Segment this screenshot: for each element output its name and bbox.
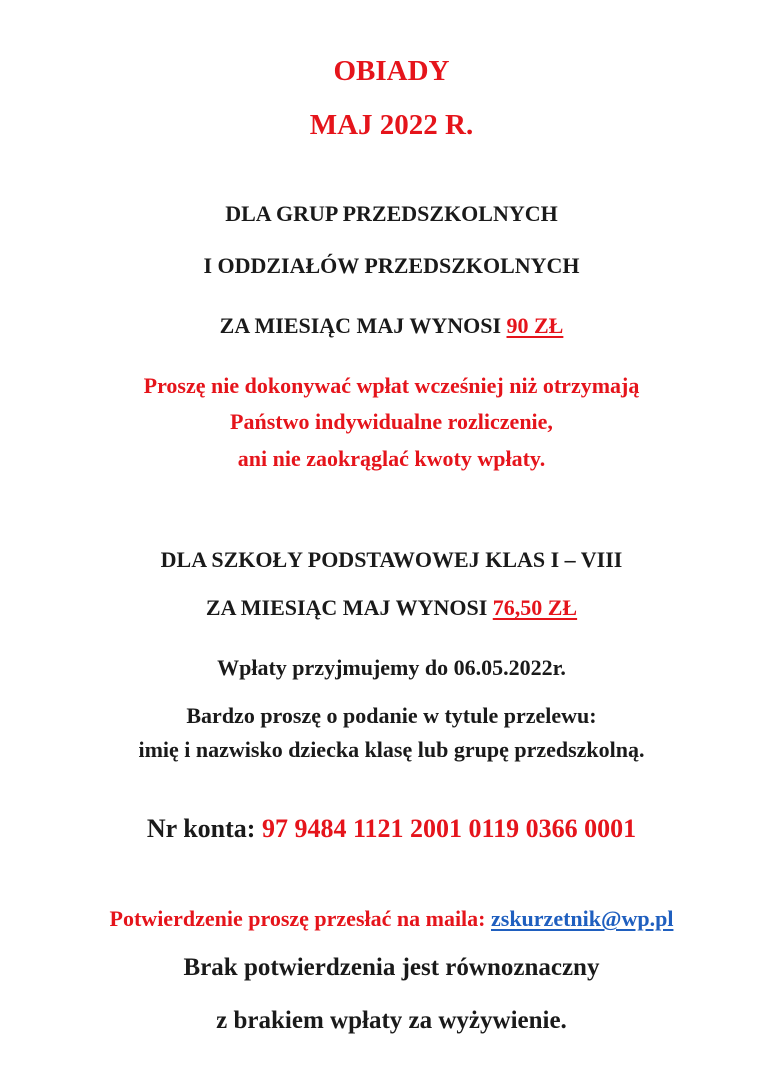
school-heading: DLA SZKOŁY PODSTAWOWEJ KLAS I – VIII — [160, 547, 623, 572]
preschool-notice-line3: ani nie zaokrąglać kwoty wpłaty. — [237, 446, 546, 471]
page-subtitle: MAJ 2022 R. — [309, 109, 474, 141]
confirmation-note-line1: Brak potwierdzenia jest równoznaczny — [183, 954, 600, 981]
email-link[interactable]: zskurzetnik@wp.pl — [491, 906, 674, 931]
transfer-title-request-line1: Bardzo proszę o podanie w tytule przelewu: — [186, 703, 597, 728]
transfer-title-request-line2: imię i nazwisko dziecka klasę lub grupę przedszkolną. — [138, 737, 645, 762]
confirmation-line — [0, 906, 783, 932]
preschool-price-value: 90 ZŁ — [506, 313, 564, 338]
preschool-notice-line1: Proszę nie dokonywać wpłat wcześniej niż otrzymają — [143, 373, 640, 398]
preschool-price-label: ZA MIESIĄC MAJ WYNOSI — [219, 313, 507, 338]
confirmation-label: Potwierdzenie proszę przesłać na maila: — [109, 906, 491, 931]
page-title: OBIADY — [333, 55, 450, 87]
preschool-heading-line1: DLA GRUP PRZEDSZKOLNYCH — [225, 201, 558, 226]
school-price-value: 76,50 ZŁ — [492, 595, 578, 620]
payment-deadline: Wpłaty przyjmujemy do 06.05.2022r. — [217, 655, 566, 680]
preschool-notice-line2: Państwo indywidualne rozliczenie, — [230, 409, 553, 434]
bank-account-label: Nr konta: — [146, 814, 262, 843]
bank-account-number: 97 9484 1121 2001 0119 0366 0001 — [261, 814, 637, 843]
bank-account-line — [0, 814, 783, 844]
school-price-label: ZA MIESIĄC MAJ WYNOSI — [205, 595, 493, 620]
preschool-price-line — [0, 313, 783, 339]
preschool-heading-line2: I ODDZIAŁÓW PRZEDSZKOLNYCH — [203, 253, 580, 278]
confirmation-note-line2: z brakiem wpłaty za wyżywienie. — [216, 1007, 567, 1034]
school-price-line — [0, 595, 783, 621]
